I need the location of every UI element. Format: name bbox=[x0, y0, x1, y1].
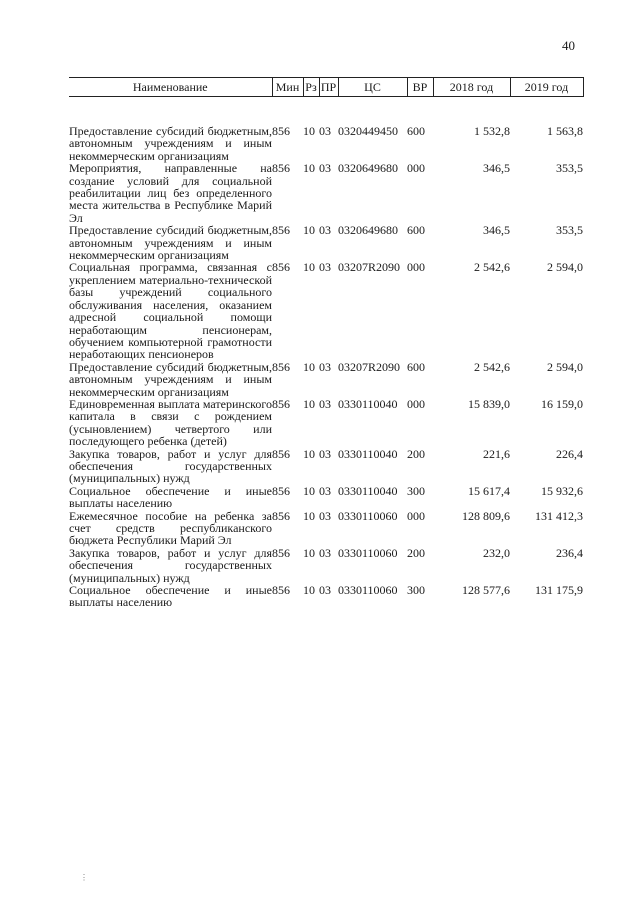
row-min: 856 bbox=[272, 483, 290, 498]
row-cs: 0330110040 bbox=[338, 446, 398, 461]
row-pr: 03 bbox=[319, 396, 331, 411]
row-2018: 346,5 bbox=[483, 223, 510, 238]
row-cs: 03207R2090 bbox=[338, 359, 401, 374]
row-rz: 10 bbox=[303, 124, 315, 138]
row-2019: 2 594,0 bbox=[547, 260, 583, 275]
row-2018: 128 809,6 bbox=[462, 508, 510, 523]
table-row bbox=[69, 361, 583, 398]
row-name: Единовременная выплата материнского капитала в связи с рождением (усыновлением) четвертого или последующего ребенка (детей) bbox=[69, 396, 272, 449]
row-min: 856 bbox=[272, 124, 290, 138]
row-name: Социальное обеспечение и иные выплаты населению bbox=[69, 583, 272, 610]
row-pr: 03 bbox=[319, 508, 331, 523]
row-name: Ежемесячное пособие на ребенка за счет средств республиканского бюджета Республики Марий Эл bbox=[69, 508, 272, 548]
row-pr: 03 bbox=[319, 545, 331, 560]
header-rz: Рз bbox=[303, 78, 319, 97]
row-name: Социальная программа, связанная с укреплением материально-технической базы учреждений социального обслуживания населения, оказанием адресной социальной помощи неработающим пенсионерам, обучением компьютерной грамотности неработающих пенсионеров bbox=[69, 260, 272, 362]
row-2019: 2 594,0 bbox=[547, 359, 583, 374]
row-cs: 03207R2090 bbox=[338, 260, 401, 275]
row-2018: 15 839,0 bbox=[468, 396, 510, 411]
row-cs: 0320449450 bbox=[338, 124, 398, 138]
row-vr: 600 bbox=[407, 359, 425, 374]
row-2018: 232,0 bbox=[483, 545, 510, 560]
row-2018: 221,6 bbox=[483, 446, 510, 461]
table-row bbox=[69, 97, 583, 163]
row-vr: 600 bbox=[407, 223, 425, 238]
row-rz: 10 bbox=[303, 446, 315, 461]
row-2018: 2 542,6 bbox=[474, 359, 510, 374]
table-body bbox=[69, 97, 583, 609]
table-row bbox=[69, 584, 583, 609]
table-row bbox=[69, 398, 583, 448]
row-vr: 300 bbox=[407, 583, 425, 598]
header-2019: 2019 год bbox=[510, 78, 583, 97]
table-row bbox=[69, 448, 583, 485]
row-min: 856 bbox=[272, 583, 290, 598]
row-pr: 03 bbox=[319, 260, 331, 275]
row-2019: 353,5 bbox=[556, 223, 583, 238]
table-row bbox=[69, 510, 583, 547]
row-rz: 10 bbox=[303, 483, 315, 498]
table-row bbox=[69, 224, 583, 261]
row-rz: 10 bbox=[303, 583, 315, 598]
header-2018: 2018 год bbox=[433, 78, 510, 97]
header-vr: ВР bbox=[407, 78, 433, 97]
row-2018: 15 617,4 bbox=[468, 483, 510, 498]
row-name: Предоставление субсидий бюджетным, автономным учреждениям и иным некоммерческим организациям bbox=[69, 359, 272, 399]
row-rz: 10 bbox=[303, 396, 315, 411]
row-2019: 1 563,8 bbox=[547, 124, 583, 138]
row-vr: 000 bbox=[407, 260, 425, 275]
row-pr: 03 bbox=[319, 161, 331, 176]
row-pr: 03 bbox=[319, 124, 331, 138]
row-cs: 0330110040 bbox=[338, 483, 398, 498]
row-min: 856 bbox=[272, 508, 290, 523]
header-min: Мин bbox=[272, 78, 303, 97]
row-name: Мероприятия, направленные на создание условий для социальной реабилитации лиц без определенного места жительства в Республике Марий Эл bbox=[69, 161, 272, 225]
header-cs: ЦС bbox=[338, 78, 407, 97]
row-2019: 226,4 bbox=[556, 446, 583, 461]
row-2019: 131 175,9 bbox=[535, 583, 583, 598]
row-2019: 353,5 bbox=[556, 161, 583, 176]
row-min: 856 bbox=[272, 446, 290, 461]
row-cs: 0330110040 bbox=[338, 396, 398, 411]
row-2018: 346,5 bbox=[483, 161, 510, 176]
row-pr: 03 bbox=[319, 446, 331, 461]
row-rz: 10 bbox=[303, 359, 315, 374]
row-cs: 0320649680 bbox=[338, 161, 398, 176]
row-cs: 0330110060 bbox=[338, 545, 398, 560]
row-2018: 1 532,8 bbox=[474, 124, 510, 138]
row-vr: 600 bbox=[407, 124, 425, 138]
table-header-row bbox=[69, 78, 583, 97]
row-2019: 131 412,3 bbox=[535, 508, 583, 523]
row-2018: 128 577,6 bbox=[462, 583, 510, 598]
page-number: 40 bbox=[562, 38, 575, 53]
row-rz: 10 bbox=[303, 260, 315, 275]
row-pr: 03 bbox=[319, 223, 331, 238]
row-pr: 03 bbox=[319, 359, 331, 374]
row-name: Закупка товаров, работ и услуг для обеспечения государственных (муниципальных) нужд bbox=[69, 545, 272, 585]
row-min: 856 bbox=[272, 260, 290, 275]
row-vr: 300 bbox=[407, 483, 425, 498]
row-name: Предоставление субсидий бюджетным, автономным учреждениям и иным некоммерческим организациям bbox=[69, 223, 272, 263]
table-row bbox=[69, 162, 583, 224]
row-min: 856 bbox=[272, 223, 290, 238]
row-name: Социальное обеспечение и иные выплаты населению bbox=[69, 483, 272, 511]
row-name: Закупка товаров, работ и услуг для обеспечения государственных (муниципальных) нужд bbox=[69, 446, 272, 486]
row-rz: 10 bbox=[303, 223, 315, 238]
row-min: 856 bbox=[272, 396, 290, 411]
table-row bbox=[69, 547, 583, 584]
row-cs: 0330110060 bbox=[338, 583, 398, 598]
table-row bbox=[69, 261, 583, 360]
row-name: Предоставление субсидий бюджетным, автономным учреждениям и иным некоммерческим организациям bbox=[69, 124, 272, 163]
budget-table bbox=[69, 77, 584, 609]
row-pr: 03 bbox=[319, 583, 331, 598]
row-rz: 10 bbox=[303, 545, 315, 560]
row-vr: 000 bbox=[407, 161, 425, 176]
row-pr: 03 bbox=[319, 483, 331, 498]
scan-mark: ⋮ bbox=[80, 873, 88, 882]
row-vr: 000 bbox=[407, 396, 425, 411]
row-min: 856 bbox=[272, 545, 290, 560]
row-2018: 2 542,6 bbox=[474, 260, 510, 275]
row-cs: 0320649680 bbox=[338, 223, 398, 238]
row-2019: 236,4 bbox=[556, 545, 583, 560]
row-2019: 16 159,0 bbox=[541, 396, 583, 411]
row-2019: 15 932,6 bbox=[541, 483, 583, 498]
row-rz: 10 bbox=[303, 161, 315, 176]
header-pr: ПР bbox=[319, 78, 338, 97]
row-rz: 10 bbox=[303, 508, 315, 523]
row-vr: 000 bbox=[407, 508, 425, 523]
row-vr: 200 bbox=[407, 545, 425, 560]
row-cs: 0330110060 bbox=[338, 508, 398, 523]
table-row bbox=[69, 485, 583, 510]
row-min: 856 bbox=[272, 161, 290, 176]
row-vr: 200 bbox=[407, 446, 425, 461]
header-name: Наименование bbox=[69, 78, 272, 97]
row-min: 856 bbox=[272, 359, 290, 374]
